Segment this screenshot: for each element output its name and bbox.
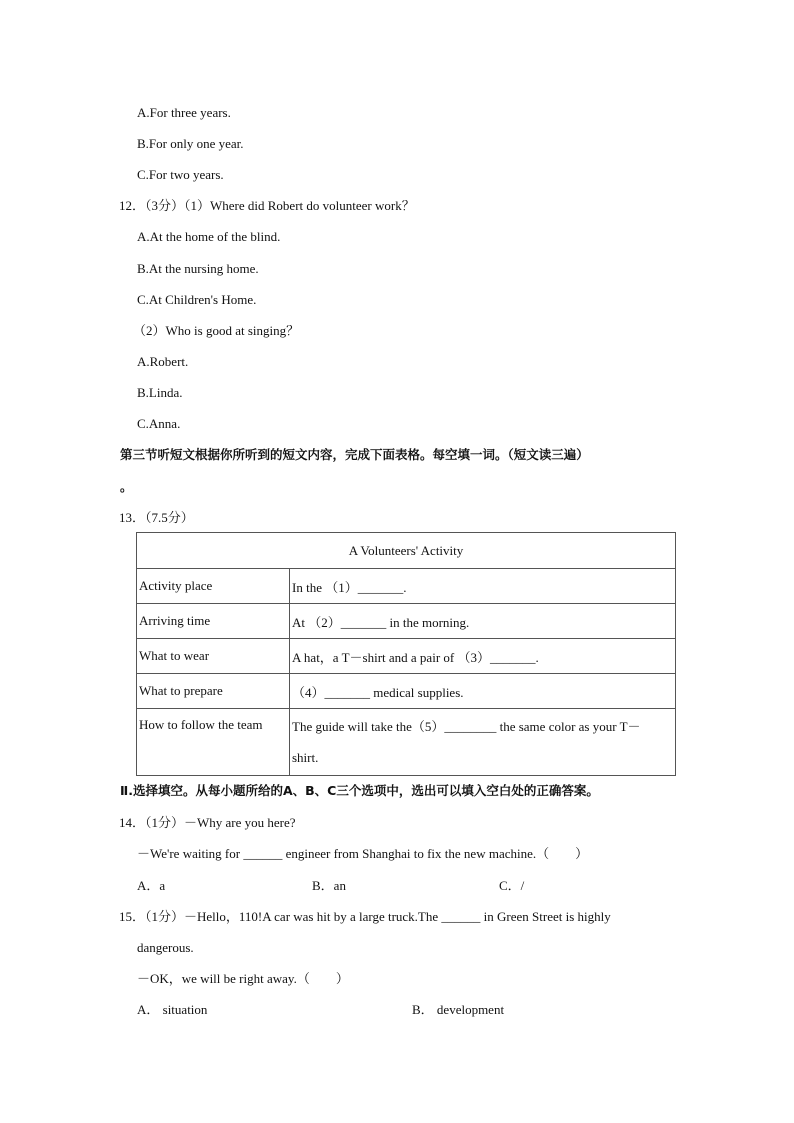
row-value (290, 709, 676, 776)
q15-stem-cont: dangerous. (137, 940, 194, 955)
row-value-line2: shirt. (292, 750, 319, 765)
row-value: In the （1）_______. (290, 569, 676, 604)
table-row (137, 709, 676, 776)
row-label: What to prepare (137, 674, 290, 709)
q12-part2-option-a: A.Robert. (137, 354, 189, 369)
q11-option-a: A.For three years. (137, 105, 231, 120)
table-row (137, 674, 676, 709)
q12-stem: 12．（3分）（1）Where did Robert do volunteer work？ (119, 198, 415, 213)
q13-stem: 13．（7.5分） (119, 510, 194, 525)
table-title: A Volunteers' Activity (137, 533, 676, 569)
q11-option-c: C.For two years. (137, 167, 224, 182)
table-row (137, 604, 676, 639)
q15-option-b: B． development (412, 1002, 505, 1017)
q12-part1-option-c: C.At Children's Home. (137, 292, 257, 307)
row-value: At （2）_______ in the morning. (290, 604, 676, 639)
q14-option-a: A．a (137, 878, 166, 893)
q12-part1-option-a: A.At the home of the blind. (137, 229, 281, 244)
q14-dialog: －We're waiting for ______ engineer from Shanghai to fix the new machine.（ ） (137, 846, 589, 861)
table-row (137, 569, 676, 604)
q11-option-b: B.For only one year. (137, 136, 244, 151)
q12-part2-stem: （2）Who is good at singing？ (133, 323, 300, 338)
q12-part2-option-b: B.Linda. (137, 385, 183, 400)
row-value-line1: The guide will take the（5）________ the same color as your T－ (292, 719, 641, 734)
q15-dialog: －OK，we will be right away.（ ） (137, 971, 349, 986)
table-title-row (137, 533, 676, 569)
q14-option-c: C．/ (499, 878, 525, 893)
table-row (137, 639, 676, 674)
row-label: How to follow the team (137, 709, 290, 776)
q14-stem: 14．（1分）－Why are you here? (119, 815, 296, 830)
section3-heading: 第三节听短文根据你所听到的短文内容，完成下面表格。每空填一词。（短文读三遍） (120, 447, 589, 462)
q12-part2-option-c: C.Anna. (137, 416, 181, 431)
section3-heading-cont: 。 (120, 479, 133, 494)
row-label: What to wear (137, 639, 290, 674)
q15-option-a: A． situation (137, 1002, 208, 1017)
activity-table (136, 532, 676, 776)
row-label: Activity place (137, 569, 290, 604)
q15-stem: 15．（1分）－Hello，110!A car was hit by a large truck.The ______ in Green Street is highly (119, 909, 611, 924)
q12-part1-option-b: B.At the nursing home. (137, 261, 259, 276)
row-value: （4）_______ medical supplies. (290, 674, 676, 709)
row-label: Arriving time (137, 604, 290, 639)
row-value: A hat，a T－shirt and a pair of （3）_______. (290, 639, 676, 674)
section2-heading: Ⅱ.选择填空。从每小题所给的A、B、C三个选项中，选出可以填入空白处的正确答案。 (120, 783, 599, 798)
q14-option-b: B．an (312, 878, 346, 893)
